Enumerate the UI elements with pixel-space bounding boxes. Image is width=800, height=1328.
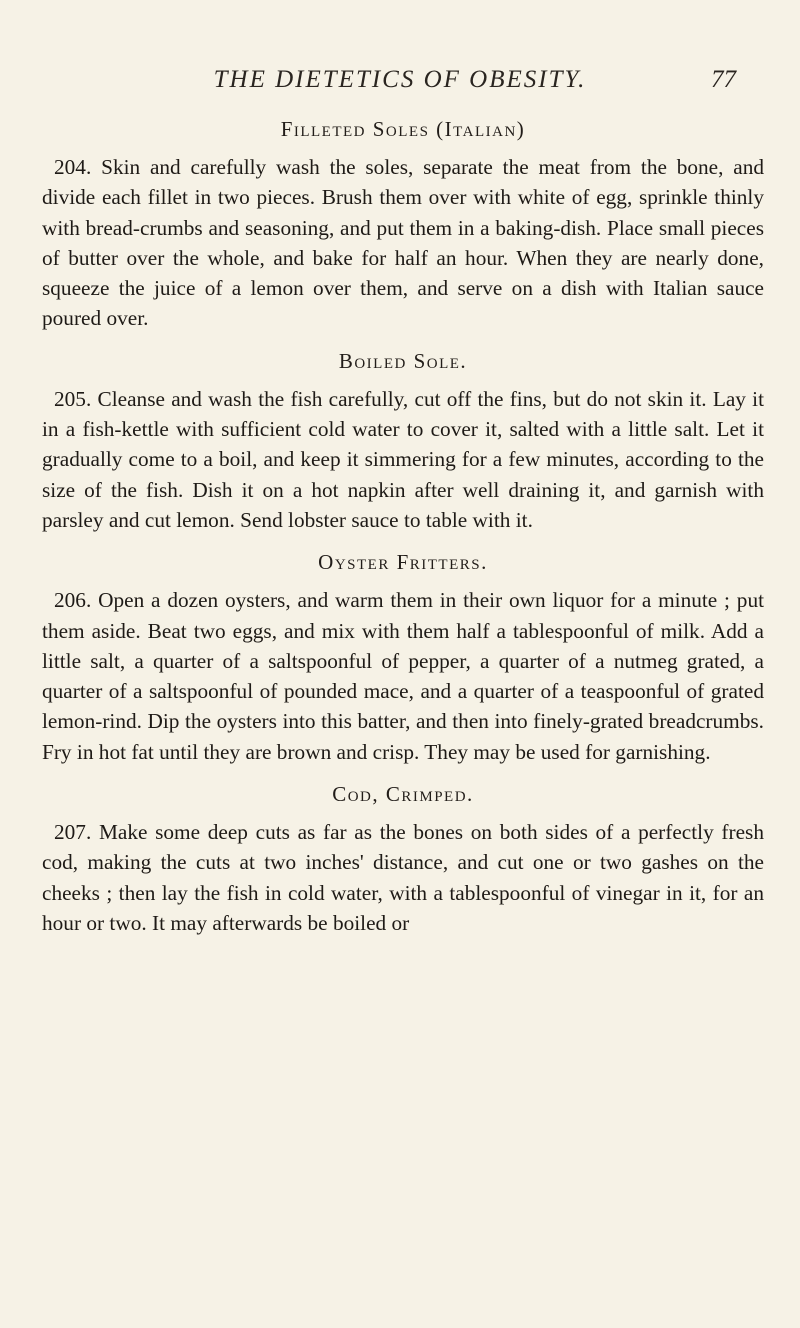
recipe-heading: Filleted Soles (Italian) (280, 117, 526, 141)
recipe-text: Open a dozen oysters, and warm them in their own liquor for a minute ; put them aside. Beat two eggs, and mix with them half a tablespoonful of milk. Add a little salt, a quarter of a saltspoonful of pepper, a quarter of a nutmeg grated, a quarter of a saltspoonful of pounded mace, and a quarter of a teaspoonful of grated lemon-rind. Dip the oysters into this batter, and then into finely-grated breadcrumbs. Fry in hot fat until they are brown and crisp. They may be used for garnishing. (42, 588, 765, 764)
recipe-boiled-sole (42, 344, 764, 535)
page-number: 77 (711, 66, 736, 93)
recipe-oyster-fritters (42, 545, 764, 767)
recipe-number: 206. (54, 588, 92, 613)
page-body (42, 112, 764, 938)
recipe-heading: Boiled Sole. (338, 348, 468, 373)
recipe-heading: Oyster Fritters. (318, 550, 488, 575)
recipe-cod-crimped (42, 777, 764, 938)
recipe-text: Skin and carefully wash the soles, separate the meat from the bone, and divide each fillet in two pieces. Brush them over with white of egg, sprinkle thinly with bread-crumbs and seasoning, and put them in a baking-dish. Place small pieces of butter over the whole, and bake for half an hour. When they are nearly done, squeeze the juice of a lemon over them, and serve on a dish with Italian sauce poured over. (42, 155, 765, 331)
recipe-paragraph (42, 817, 764, 938)
recipe-paragraph (42, 384, 764, 535)
recipe-heading: Cod, Crimped. (332, 782, 474, 807)
running-title: THE DIETETICS OF OBESITY. (213, 66, 587, 93)
recipe-number: 204. (54, 155, 92, 179)
recipe-number: 207. (54, 820, 92, 845)
running-header (40, 66, 760, 100)
recipe-paragraph (42, 152, 764, 334)
recipe-paragraph (42, 585, 764, 767)
recipe-text: Cleanse and wash the fish carefully, cut off the fins, but do not skin it. Lay it in a fish-kettle with sufficient cold water to cover it, salted with a little salt. Let it gradually come to a boil, and keep it simmering for a few minutes, according to the size of the fish. Dish it on a hot napkin after well draining it, and garnish with parsley and cut lemon. Send lobster sauce to table with it. (42, 386, 765, 532)
recipe-filleted-soles (42, 112, 764, 334)
recipe-number: 205. (54, 386, 92, 411)
recipe-text: Make some deep cuts as far as the bones on both sides of a perfectly fresh cod, making the cuts at two inches' distance, and cut one or two gashes on the cheeks ; then lay the fish in cold water, with a tablespoonful of vinegar in it, for an hour or two. It may afterwards be boiled or (42, 820, 764, 935)
